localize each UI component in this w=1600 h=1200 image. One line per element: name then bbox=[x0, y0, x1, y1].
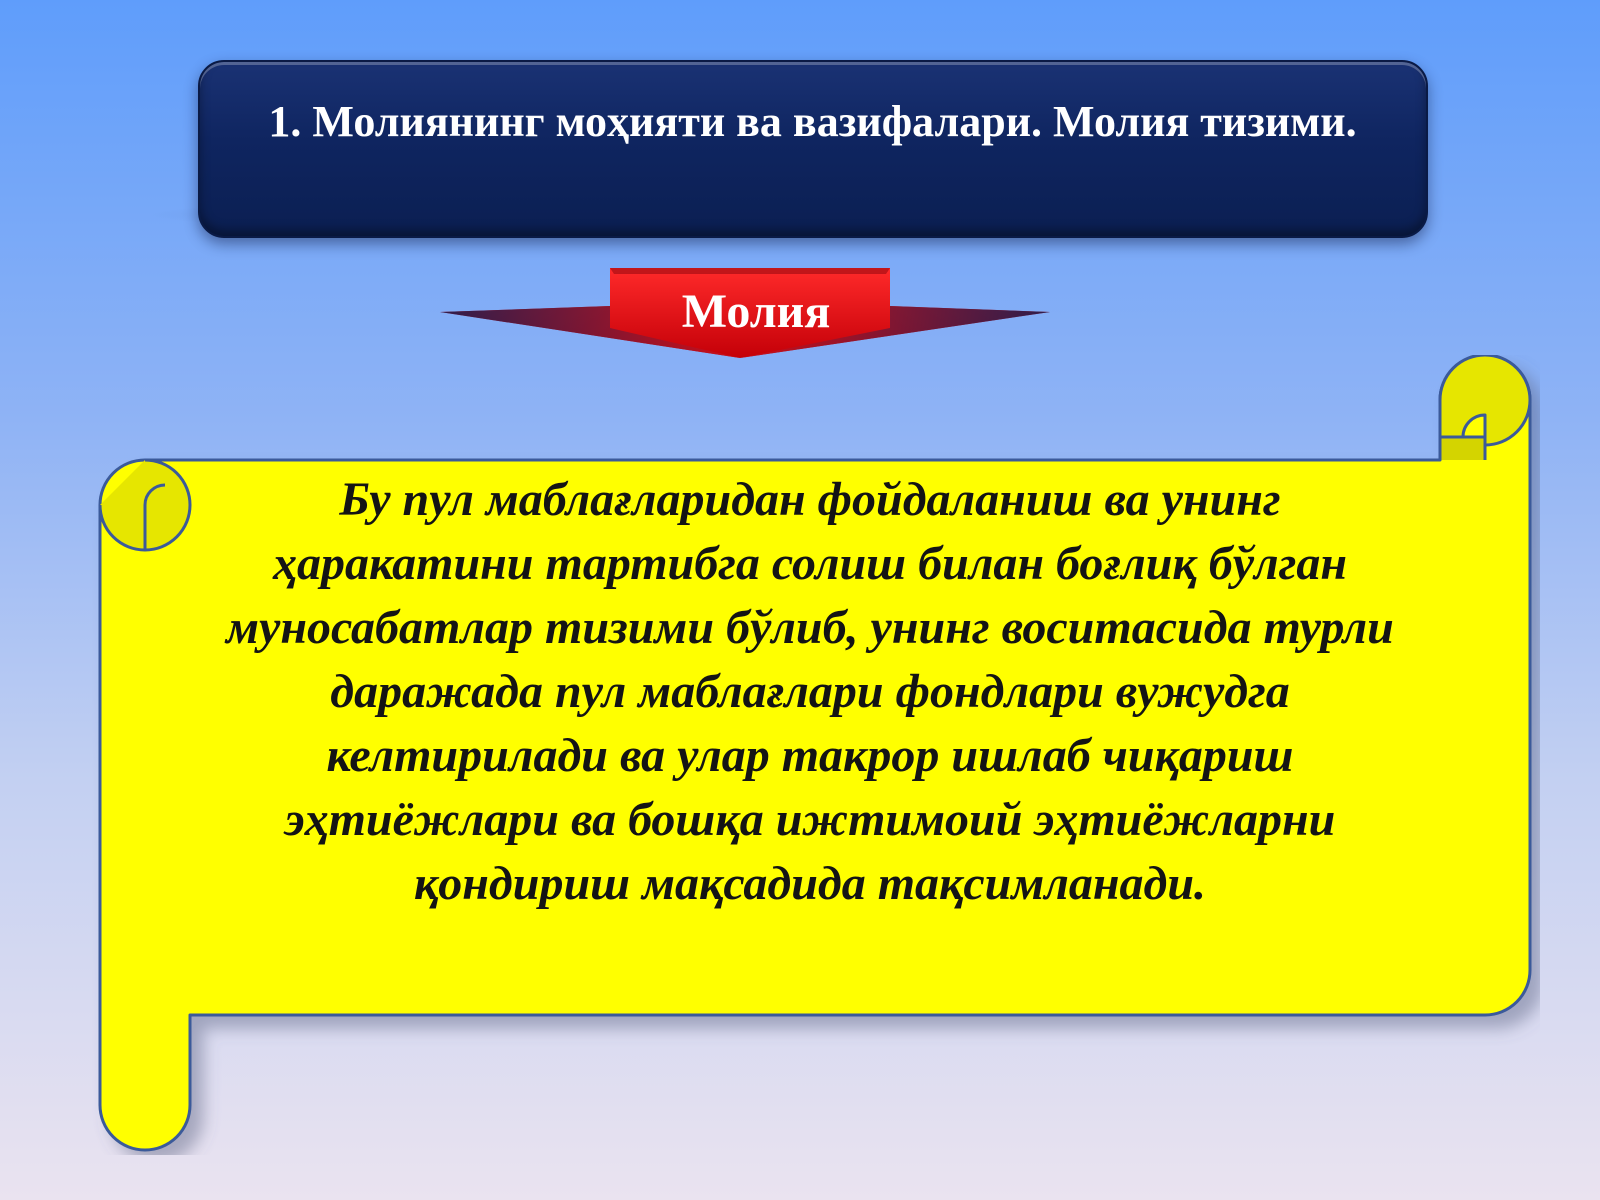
definition-text: Бу пул маблағларидан фойдаланиш ва унинг ҳаракатини тартибга солиш билан боғлиқ бўлган муносабатлар тизими бўлиб, унинг воситасида турли даражада пул маблағлари фондлари вужудга келтирилади ва улар такрор ишлаб чиқариш эҳтиёжлари ва бошқа ижтимоий эҳтиёжларни қондириш мақсадида тақсимланади. bbox=[226, 473, 1394, 910]
slide-title: 1. Молиянинг моҳияти ва вазифалари. Молия тизими. bbox=[268, 97, 1357, 146]
arrow-label: Молия bbox=[681, 285, 831, 338]
